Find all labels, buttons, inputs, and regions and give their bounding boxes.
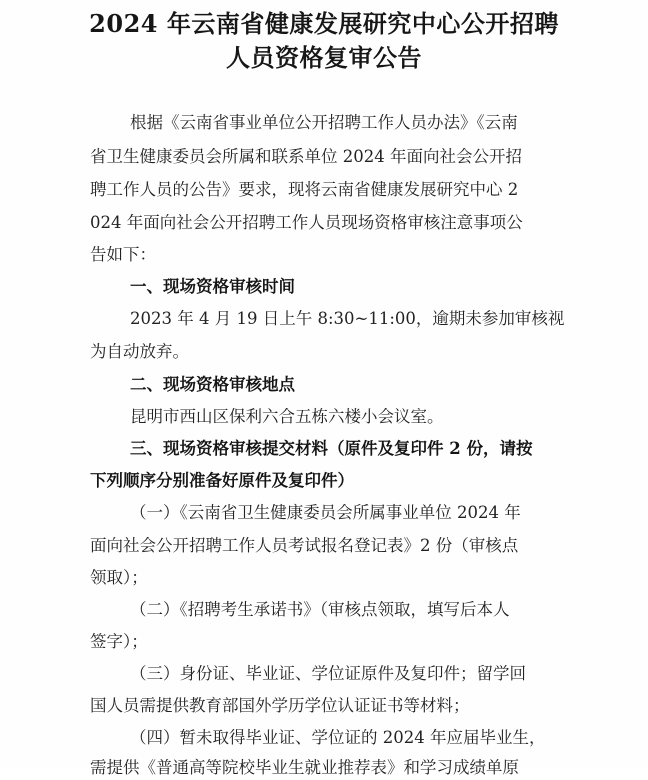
body-line: 为自动放弃。 (90, 342, 189, 361)
body-line: 需提供《普通高等院校毕业生就业推荐表》和学习成绩单原 (90, 758, 519, 777)
body-line: 签字）； (90, 632, 148, 651)
body-line: 领取）； (90, 568, 148, 587)
section-heading-time: 一、现场资格审核时间 (130, 277, 295, 296)
section-heading-materials: 三、现场资格审核提交材料（原件及复印件 2 份，请按 (130, 439, 533, 458)
body-line: 面向社会公开招聘工作人员考试报名登记表》2 份（审核点 (90, 536, 519, 555)
announcement-title-line-1: 2024 年云南省健康发展研究中心公开招聘 (89, 9, 559, 38)
body-line: （二）《招聘考生承诺书》（审核点领取，填写后本人 (130, 600, 510, 619)
body-line: 国人员需提供教育部国外学历学位认证证书等材料； (90, 696, 470, 715)
body-line: 省卫生健康委员会所属和联系单位 2024 年面向社会公开招 (90, 147, 522, 166)
announcement-title-line-2: 人员资格复审公告 (226, 43, 422, 72)
body-line: （一）《云南省卫生健康委员会所属事业单位 2024 年 (130, 503, 521, 522)
section-heading-location: 二、现场资格审核地点 (130, 375, 295, 394)
body-line: 聘工作人员的公告》要求，现将云南省健康发展研究中心 2 (90, 180, 519, 199)
body-line: （三）身份证、毕业证、学位证原件及复印件；留学回 (130, 664, 526, 683)
body-line: （四）暂未取得毕业证、学位证的 2024 年应届毕业生， (130, 728, 546, 747)
body-line: 024 年面向社会公开招聘工作人员现场资格审核注意事项公 (90, 213, 523, 232)
body-line: 昆明市西山区保利六合五栋六楼小会议室。 (130, 407, 444, 426)
section-heading-materials-cont: 下列顺序分别准备好原件及复印件） (90, 471, 354, 490)
body-line: 告如下： (90, 245, 156, 264)
body-line: 根据《云南省事业单位公开招聘工作人员办法》《云南 (130, 113, 518, 132)
body-line: 2023 年 4 月 19 日上午 8:30~11:00，逾期未参加审核视 (130, 309, 565, 328)
